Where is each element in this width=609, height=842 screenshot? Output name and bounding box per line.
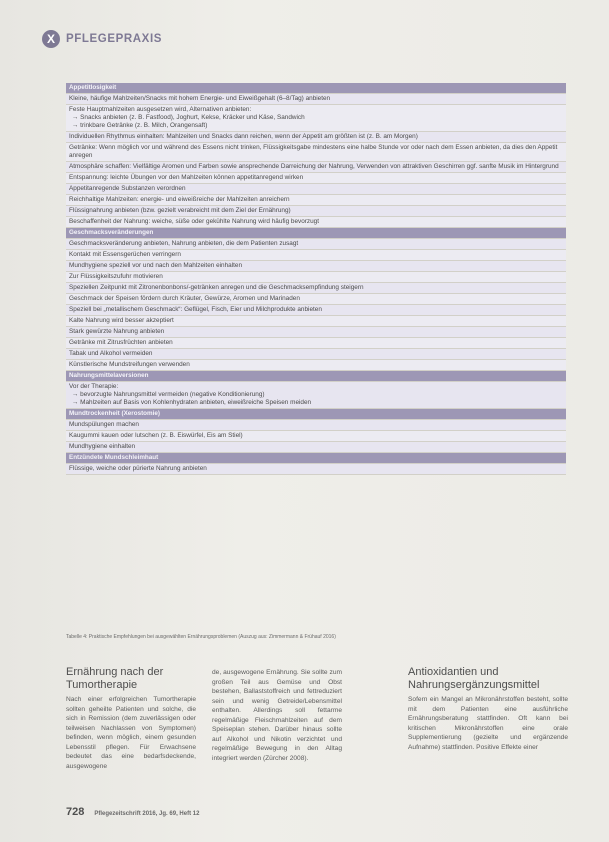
table-row: Entspannung: leichte Übungen vor den Mahlzeiten können appetitanregend wirken	[66, 173, 566, 184]
table-row: Flüssignahrung anbieten (bzw. gezielt verabreicht mit dem Ziel der Ernährung)	[66, 206, 566, 217]
section-title: PFLEGEPRAXIS	[66, 33, 163, 45]
table-row: Künstlerische Mundstreifungen verwenden	[66, 360, 566, 371]
table-row: Getränke: Wenn möglich vor und während des Essens nicht trinken, Flüssigkeitsgabe mindestens eine halbe Stunde vor oder nach dem Essen anbieten, da dies den Appetit anregen	[66, 143, 566, 162]
table-row: Kontakt mit Essensgerüchen verringern	[66, 250, 566, 261]
table-row: Geschmack der Speisen fördern durch Kräuter, Gewürze, Aromen und Marinaden	[66, 294, 566, 305]
article-heading-after-therapy: Ernährung nach der Tumortherapie	[66, 666, 164, 691]
table-row: Beschaffenheit der Nahrung: weiche, süße oder gekühlte Nahrung wird häufig bevorzugt	[66, 217, 566, 228]
table-row	[66, 105, 566, 132]
table-row: Appetitanregende Substanzen verordnen	[66, 184, 566, 195]
table-caption: Tabelle 4: Praktische Empfehlungen bei ausgewählten Ernährungsproblemen (Auszug aus: Zimmermann & Frühauf 2016)	[66, 634, 336, 640]
section-header	[26, 28, 162, 50]
page-number: 728	[66, 806, 85, 818]
table-row: Atmosphäre schaffen: Vielfältige Aromen und Farben sowie ansprechende Darreichung der Nahrung, Verwenden von attraktiven Geschirren ggf. sanfte Musik im Hintergrund	[66, 162, 566, 173]
table-row-line: → Snacks anbieten (z. B. Fastfood), Joghurt, Kekse, Kräcker und Käse, Sandwich	[72, 114, 305, 121]
table-row: Kalte Nahrung wird besser akzeptiert	[66, 316, 566, 327]
table-row: Mundhygiene einhalten	[66, 442, 566, 453]
journal-citation: Pflegezeitschrift 2016, Jg. 69, Heft 12	[94, 811, 200, 817]
table-section-heading: Nahrungsmittelaversionen	[66, 371, 566, 382]
section-badge-icon: X	[42, 30, 60, 48]
table-section-heading: Mundtrockenheit (Xerostomie)	[66, 409, 566, 420]
table-row: Reichhaltige Mahlzeiten: energie- und eiweißreiche der Mahlzeiten anreichern	[66, 195, 566, 206]
table-section-heading: Geschmacksveränderungen	[66, 228, 566, 239]
table-row-line: → Mahlzeiten auf Basis von Kohlenhydraten anbieten, eiweißreiche Speisen meiden	[72, 399, 312, 406]
table-row: Speziellen Zeitpunkt mit Zitronenbonbons/-getränken anregen und die Geschmacksempfindung steigern	[66, 283, 566, 294]
article-column-2	[212, 668, 342, 763]
table-row: Zur Flüssigkeitszufuhr motivieren	[66, 272, 566, 283]
table-row: Speziell bei „metallischem Geschmack“: Geflügel, Fisch, Eier und Milchprodukte anbieten	[66, 305, 566, 316]
table-row: Mundspülungen machen	[66, 420, 566, 431]
table-row: Mundhygiene speziell vor und nach den Mahlzeiten einhalten	[66, 261, 566, 272]
table-row: Geschmacksveränderung anbieten, Nahrung anbieten, die dem Patienten zusagt	[66, 239, 566, 250]
table-row-line: Feste Hauptmahlzeiten ausgesetzen wird, Alternativen anbieten:	[69, 106, 252, 113]
table-row-line: → trinkbare Getränke (z. B. Milch, Orangensaft)	[72, 122, 208, 129]
table-row: Stark gewürzte Nahrung anbieten	[66, 327, 566, 338]
article-column-3	[408, 666, 568, 752]
table-row: Flüssige, weiche oder pürierte Nahrung anbieten	[66, 464, 566, 475]
table-section-heading: Entzündete Mundschleimhaut	[66, 453, 566, 464]
table-row: Tabak und Alkohol vermeiden	[66, 349, 566, 360]
article-heading-antioxidants: Antioxidantien und Nahrungsergänzungsmittel	[408, 666, 540, 691]
table-row: Getränke mit Zitrusfrüchten anbieten	[66, 338, 566, 349]
article-paragraph: de, ausgewogene Ernährung. Sie sollte zum großen Teil aus Gemüse und Obst bestehen, Ballaststoffreich und fettreduziert sein und wenig Getreide/Lebensmittel enthalten. Allerdings soll fettarme regelmäßige Fleischmahlzeiten auf dem Speiseplan stehen. Darüber hinaus sollte auf Alkohol und Nikotin verzichtet und regelmäßige Bewegung in den Alltag integriert werden (Zürcher 2008).	[212, 669, 342, 762]
article-column-1	[66, 666, 196, 771]
article-paragraph: Nach einer erfolgreichen Tumortherapie sollten geheilte Patienten und solche, die sich in Remission (dem zuverlässigen oder teilweisen Nachlassen von Symptomen) befinden, wenn möglich, einem gesunden Lebensstil pflegen. Für Erwachsene bedeutet das eine bedarfsdeckende, ausgewogene	[66, 696, 196, 770]
page-footer	[66, 806, 199, 818]
article-paragraph: Sofern ein Mangel an Mikronährstoffen besteht, sollte mit dem Patienten eine ausführliche Ernährungsberatung stattfinden. Oft kann bei kritischen Mikronährstoffen eine orale Supplementierung (gezielte und ergänzende Aufnahme) stattfinden. Positive Effekte einer	[408, 696, 568, 751]
table-row-line: → bevorzugte Nahrungsmittel vermeiden (negative Konditionierung)	[72, 391, 265, 398]
recommendations-table	[66, 83, 566, 475]
table-row	[66, 382, 566, 409]
table-row: Kleine, häufige Mahlzeiten/Snacks mit hohem Energie- und Eiweißgehalt (6–8/Tag) anbieten	[66, 94, 566, 105]
table-row: Kaugummi kauen oder lutschen (z. B. Eiswürfel, Eis am Stiel)	[66, 431, 566, 442]
table-section-heading: Appetitlosigkeit	[66, 83, 566, 94]
table-row: Individuellen Rhythmus einhalten: Mahlzeiten und Snacks dann reichen, wenn der Appetit am größten ist (z. B. am Morgen)	[66, 132, 566, 143]
table-row-line: Vor der Therapie:	[69, 383, 119, 390]
